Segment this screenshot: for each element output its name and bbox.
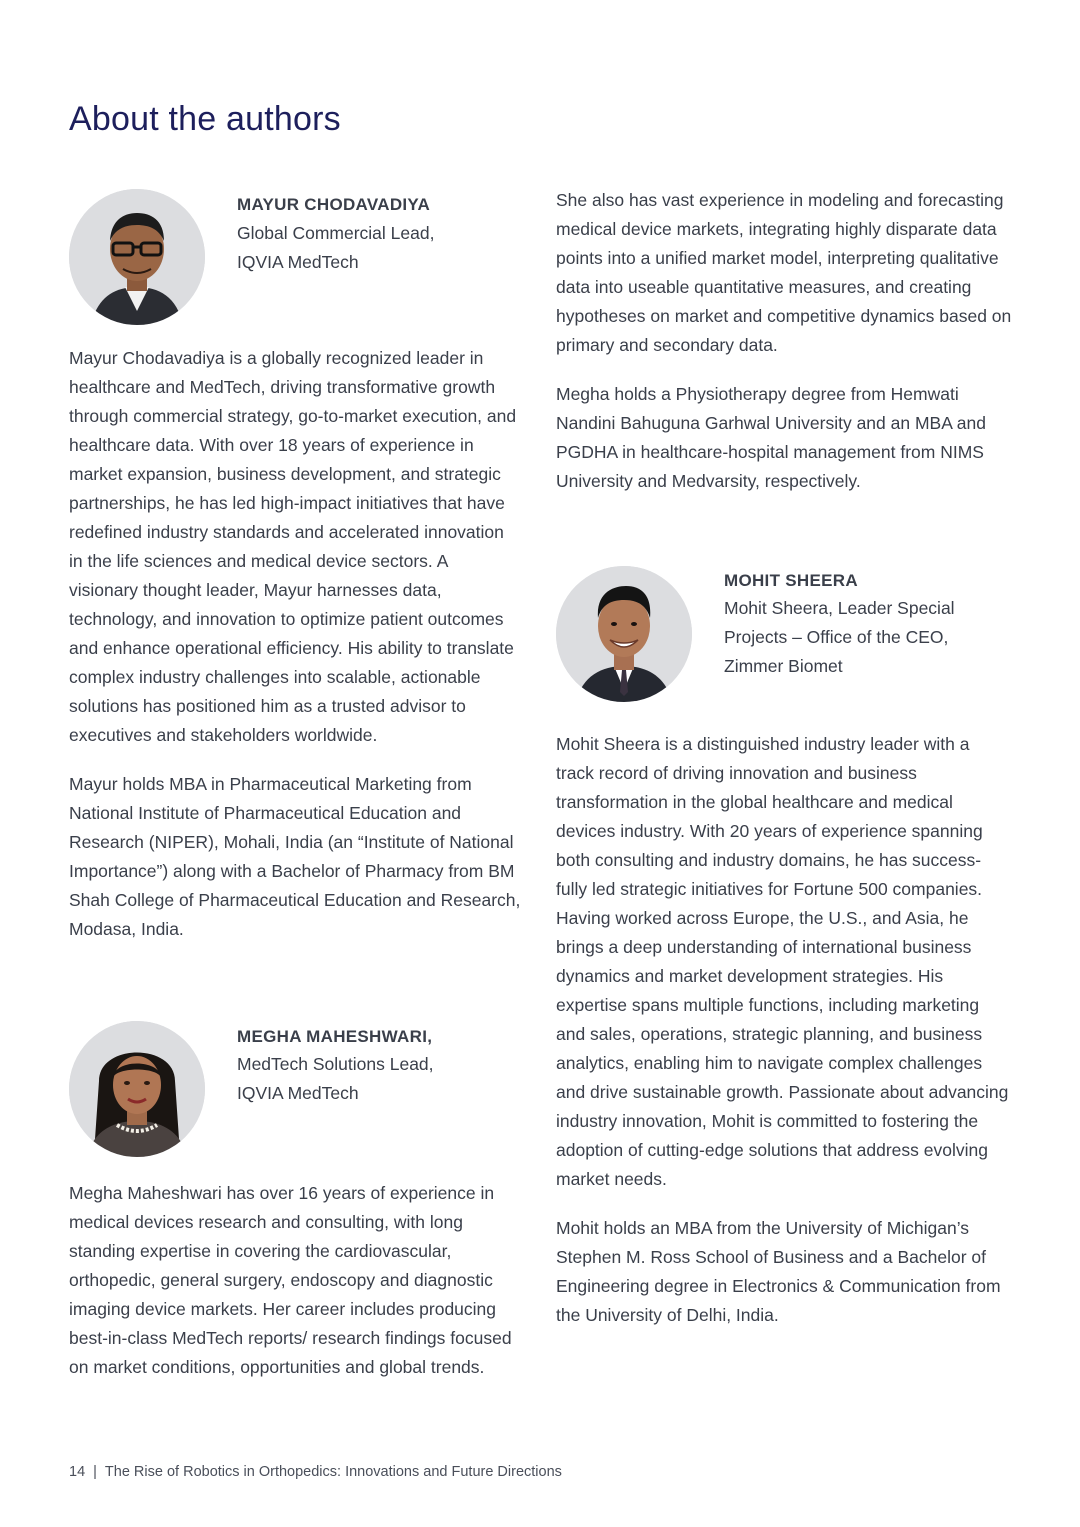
portrait-man-smiling-image (556, 566, 692, 702)
author-role-megha-line1: MedTech Solutions Lead, (237, 1054, 434, 1074)
portrait-woman-image (69, 1021, 205, 1157)
bio-paragraph: Mayur holds MBA in Pharmaceutical Marketing from National Institute of Pharmaceutical Education and Research (NIPER), Mohali, India (an “Institute of National Importance”) along with a Bachelor of Pharmacy from BM Shah College of Pharmaceutical Education and Research, Modasa, India. (69, 774, 521, 939)
author-bio-megha-part1 (69, 1179, 521, 1402)
author-role-mohit-line3: Zimmer Biomet (724, 656, 843, 676)
bio-paragraph: Mohit Sheera is a distinguished industry leader with a track record of driving innovation and business transformation in the global healthcare and medical devices industry. With 20 years of experience spanning both consulting and industry domains, he has success-fully led strategic initiatives for Fortune 500 companies. Having worked across Europe, the U.S., and Asia, he brings a deep understanding of international business dynamics and market development strategies. His expertise spans multiple functions, including marketing and sales, operations, strategic planning, and business analytics, enabling him to navigate complex challenges and drive sustainable growth. Passionate about advancing industry innovation, Mohit is committed to fostering the adoption of cutting-edge solutions that address evolving market needs. (556, 734, 1009, 1189)
bio-paragraph: Megha holds a Physiotherapy degree from Hemwati Nandini Bahuguna Garhwal University and an MBA and PGDHA in healthcare-hospital management from NIMS University and Medvarsity, respectively. (556, 384, 986, 491)
author-role-mohit-line1: Mohit Sheera, Leader Special (724, 598, 955, 618)
author-bio-mohit (556, 730, 1012, 1350)
author-name-mohit: MOHIT SHEERA (724, 571, 858, 590)
portrait-man-glasses-image (69, 189, 205, 325)
author-role-mohit-line2: Projects – Office of the CEO, (724, 627, 949, 647)
author-photo-megha (69, 1021, 205, 1157)
page-title: About the authors (69, 100, 341, 138)
author-bio-megha-part2 (556, 186, 1012, 516)
author-role-megha-line2: IQVIA MedTech (237, 1083, 359, 1103)
author-name-megha: MEGHA MAHESHWARI, (237, 1027, 433, 1046)
footer-separator: | (93, 1464, 97, 1480)
bio-paragraph: She also has vast experience in modeling and forecasting medical device markets, integrating highly disparate data points into a unified market model, interpreting qualitative data into useable quantitative measures, and creating hypotheses on market and competitive dynamics based on primary and secondary data. (556, 190, 1012, 355)
publication-title: The Rise of Robotics in Orthopedics: Innovations and Future Directions (104, 1464, 562, 1480)
page-footer (69, 1464, 562, 1480)
bio-paragraph: Mohit holds an MBA from the University of Michigan’s Stephen M. Ross School of Business and a Bachelor of Engineering degree in Electronics & Communication from the University of Delhi, India. (556, 1218, 1001, 1325)
author-photo-mohit (556, 566, 692, 702)
page-number: 14 (69, 1464, 86, 1480)
bio-paragraph: Mayur Chodavadiya is a globally recognized leader in healthcare and MedTech, driving transformative growth through commercial strategy, go-to-market execution, and healthcare data. With over 18 years of experience in market expansion, business development, and strategic partnerships, he has led high-impact initiatives that have redefined industry standards and accelerated innovation in the life sciences and medical device sectors. A visionary thought leader, Mayur harnesses data, technology, and innovation to optimize patient outcomes and enhance operational efficiency. His ability to translate complex industry challenges into scalable, actionable solutions has positioned him as a trusted advisor to executives and stakeholders worldwide. (69, 348, 517, 745)
author-name-mayur: MAYUR CHODAVADIYA (237, 195, 431, 214)
author-role-mayur-line2: IQVIA MedTech (237, 252, 359, 272)
bio-paragraph: Megha Maheshwari has over 16 years of experience in medical devices research and consulting, with long standing expertise in covering the cardiovascular, orthopedic, general surgery, endoscopy and diagnostic imaging device markets. Her career includes producing best-in-class MedTech reports/ research findings focused on market conditions, opportunities and global trends. (69, 1183, 512, 1377)
author-bio-mayur (69, 344, 521, 964)
author-role-mayur-line1: Global Commercial Lead, (237, 223, 435, 243)
author-photo-mayur (69, 189, 205, 325)
